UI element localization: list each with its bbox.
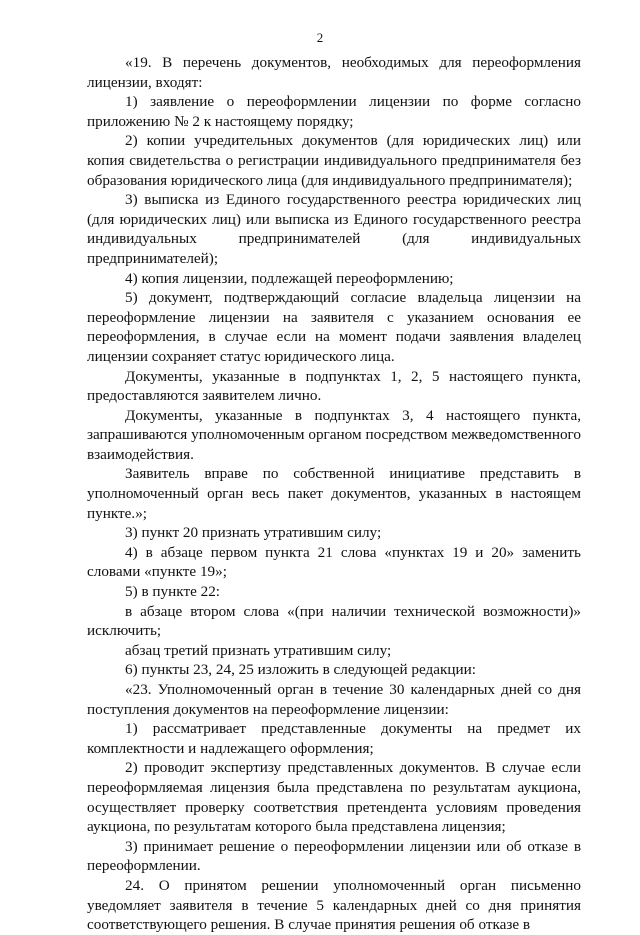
paragraph-item-23-sub-1: 1) рассматривает представленные документы на предмет их комплектности и надлежащего оформления;	[87, 720, 581, 757]
page-number: 2	[316, 30, 324, 45]
paragraph-item-23-sub-2: 2) проводит экспертизу представленных документов. В случае если переоформляемая лицензия была представлена по результатам аукциона, осуществляет проверку соответствия претендента условиям проведения аукциона, по результатам которого была представлена лицензия;	[87, 759, 581, 836]
paragraph-applicant-initiative: Заявитель вправе по собственной инициативе представить в уполномоченный орган весь пакет документов, указанных в настоящем пункте.»;	[87, 465, 581, 522]
paragraph-amendment-5-second: в абзаце втором слова «(при наличии технической возможности)» исключить;	[87, 602, 581, 640]
paragraph-subitem-5: 5) документ, подтверждающий согласие владельца лицензии на переоформление лицензии на заявителя с указанием основания ее переоформления, в случае если на момент подачи заявления владелец лицензии сохраняет статус юридического лица.	[87, 289, 581, 365]
document-body	[87, 53, 581, 935]
paragraph-amendment-5: 5) в пункте 22:	[125, 583, 221, 601]
paragraph-item-24: 24. О принятом решении уполномоченный орган письменно уведомляет заявителя в течение 5 календарных дней со дня принятия соответствующего решения. В случае принятия решения об отказе в	[87, 876, 581, 934]
paragraph-amendment-3: 3) пункт 20 признать утратившим силу;	[125, 524, 382, 542]
paragraph-documents-interagency: Документы, указанные в подпунктах 3, 4 настоящего пункта, запрашиваются уполномоченным органом посредством межведомственного взаимодействия.	[87, 406, 581, 463]
paragraph-item-19: «19. В перечень документов, необходимых для переоформления лицензии, входят:	[87, 54, 581, 91]
paragraph-item-23: «23. Уполномоченный орган в течение 30 календарных дней со дня поступления документов на переоформление лицензии:	[87, 681, 581, 718]
paragraph-documents-personal: Документы, указанные в подпунктах 1, 2, 5 настоящего пункта, предоставляются заявителем лично.	[87, 367, 581, 405]
paragraph-amendment-6: 6) пункты 23, 24, 25 изложить в следующей редакции:	[125, 661, 477, 679]
paragraph-subitem-3: 3) выписка из Единого государственного реестра юридических лиц (для юридических лиц) или выписка из Единого государственного реестра индивидуальных предпринимателей (для индивидуальных предпринимателей);	[87, 191, 581, 267]
paragraph-subitem-2: 2) копии учредительных документов (для юридических лиц) или копия свидетельства о регистрации индивидуального предпринимателя без образования юридического лица (для индивидуального предпринимателя);	[87, 132, 581, 189]
paragraph-item-23-sub-3: 3) принимает решение о переоформлении лицензии или об отказе в переоформлении.	[87, 837, 581, 875]
paragraph-subitem-4: 4) копия лицензии, подлежащей переоформлению;	[125, 269, 454, 287]
paragraph-amendment-5-third: абзац третий признать утратившим силу;	[125, 641, 392, 659]
paragraph-amendment-4: 4) в абзаце первом пункта 21 слова «пунктах 19 и 20» заменить словами «пункте 19»;	[87, 543, 581, 581]
paragraph-subitem-1: 1) заявление о переоформлении лицензии по форме согласно приложению № 2 к настоящему порядку;	[87, 93, 581, 130]
